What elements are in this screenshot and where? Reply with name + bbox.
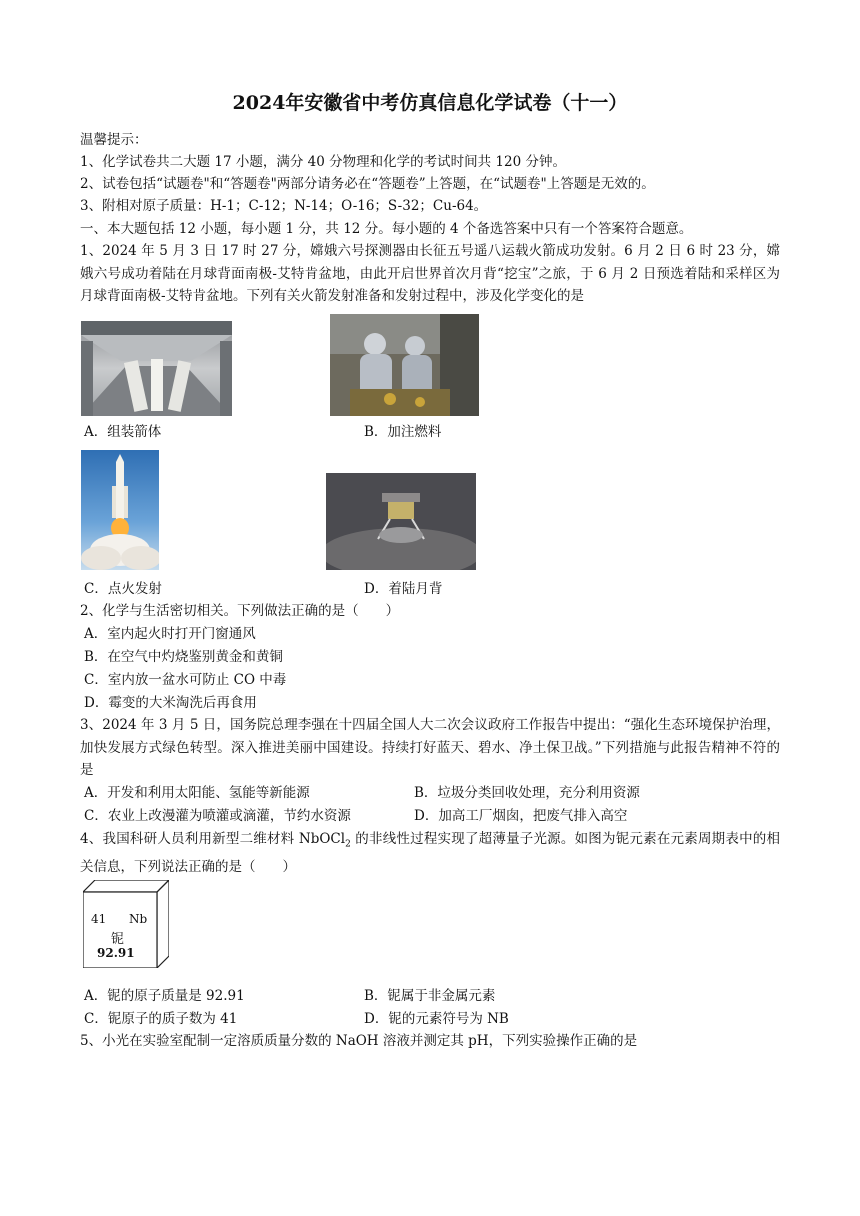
q4-option-a[interactable]: A．铌的原子质量是 92.91 [84,988,245,1004]
q2-option-d[interactable]: D．霉变的大米淘洗后再食用 [84,695,257,711]
element-name: 铌 [111,932,125,947]
q3-option-a[interactable]: A．开发和利用太阳能、氢能等新能源 [84,785,310,801]
q4-stem [80,828,780,879]
q2-stem: 2、化学与生活密切相关。下列做法正确的是（ ） [80,603,400,619]
fueling-workers-image [330,314,479,416]
q4-option-b[interactable]: B．铌属于非金属元素 [364,988,496,1004]
q4-option-c[interactable]: C．铌原子的质子数为 41 [84,1011,238,1027]
tip-1: 1、化学试卷共二大题 17 小题，满分 40 分物理和化学的考试时间共 120 分钟。 [80,154,566,170]
periodic-element-card [83,880,169,968]
q3-stem: 3、2024 年 3 月 5 日，国务院总理李强在十四届全国人大二次会议政府工作报告中提出：“强化生态环境保护治理，加快发展方式绿色转型。深入推进美丽中国建设。持续打好蓝天、碧水、净土保卫战。”下列措施与此报告精神不符的是 [80,717,780,778]
element-mass: 92.91 [97,946,135,960]
tip-label: 温馨提示： [80,132,148,148]
q2-option-c[interactable]: C．室内放一盆水可防止 CO 中毒 [84,672,287,688]
element-symbol: Nb [129,912,148,926]
q4-stem-part-2: 的非线性过程实现了超薄量子光源。如图为铌元素在元素周期表中的相关信息，下列说法正确的是（ ） [80,831,780,876]
tip-3: 3、附相对原子质量：H-1；C-12；N-14；O-16；S-32；Cu-64。 [80,198,488,214]
q4-option-d[interactable]: D．铌的元素符号为 NB [364,1011,509,1027]
q3-option-c[interactable]: C．农业上改漫灌为喷灌或滴灌，节约水资源 [84,808,351,824]
q4-stem-subscript: 2 [345,839,351,850]
q2-option-a[interactable]: A．室内起火时打开门窗通风 [84,626,256,642]
section-heading: 一、本大题包括 12 小题，每小题 1 分，共 12 分。每小题的 4 个备选答案中只有一个答案符合题意。 [80,221,693,237]
lunar-landing-image [326,473,476,570]
element-number: 41 [91,912,107,926]
q1-option-b[interactable]: B．加注燃料 [364,424,442,440]
q3-option-b[interactable]: B．垃圾分类回收处理，充分利用资源 [414,785,640,801]
q1-stem: 1、2024 年 5 月 3 日 17 时 27 分，嫦娥六号探测器由长征五号遥八运载火箭成功发射。6 月 2 日 6 时 23 分，嫦娥六号成功着陆在月球背面南极-艾特肯盆地，由此开启世界首次月背“挖宝”之旅，于 6 月 2 日预选着陆和采样区为月球背面南极-艾特肯盆地。下列有关火箭发射准备和发射过程中，涉及化学变化的是 [80,243,780,304]
q1-option-d[interactable]: D．着陆月背 [364,581,443,597]
q1-option-a[interactable]: A．组装箭体 [84,424,162,440]
page-title: 2024年安徽省中考仿真信息化学试卷（十一） [232,92,628,114]
rocket-launch-image [81,450,159,570]
q5-stem: 5、小光在实验室配制一定溶质质量分数的 NaOH 溶液并测定其 pH，下列实验操作正确的是 [80,1033,638,1049]
q2-option-b[interactable]: B．在空气中灼烧鉴别黄金和黄铜 [84,649,283,665]
q4-stem-part-1: 4、我国科研人员利用新型二维材料 NbOCl [80,831,346,847]
rocket-assembly-hall-image [81,321,232,416]
q1-option-c[interactable]: C．点火发射 [84,581,162,597]
tip-2: 2、试卷包括“试题卷"和“答题卷"两部分请务必在“答题卷”上答题，在“试题卷"上答题是无效的。 [80,176,655,192]
q3-option-d[interactable]: D．加高工厂烟囱，把废气排入高空 [414,808,628,824]
